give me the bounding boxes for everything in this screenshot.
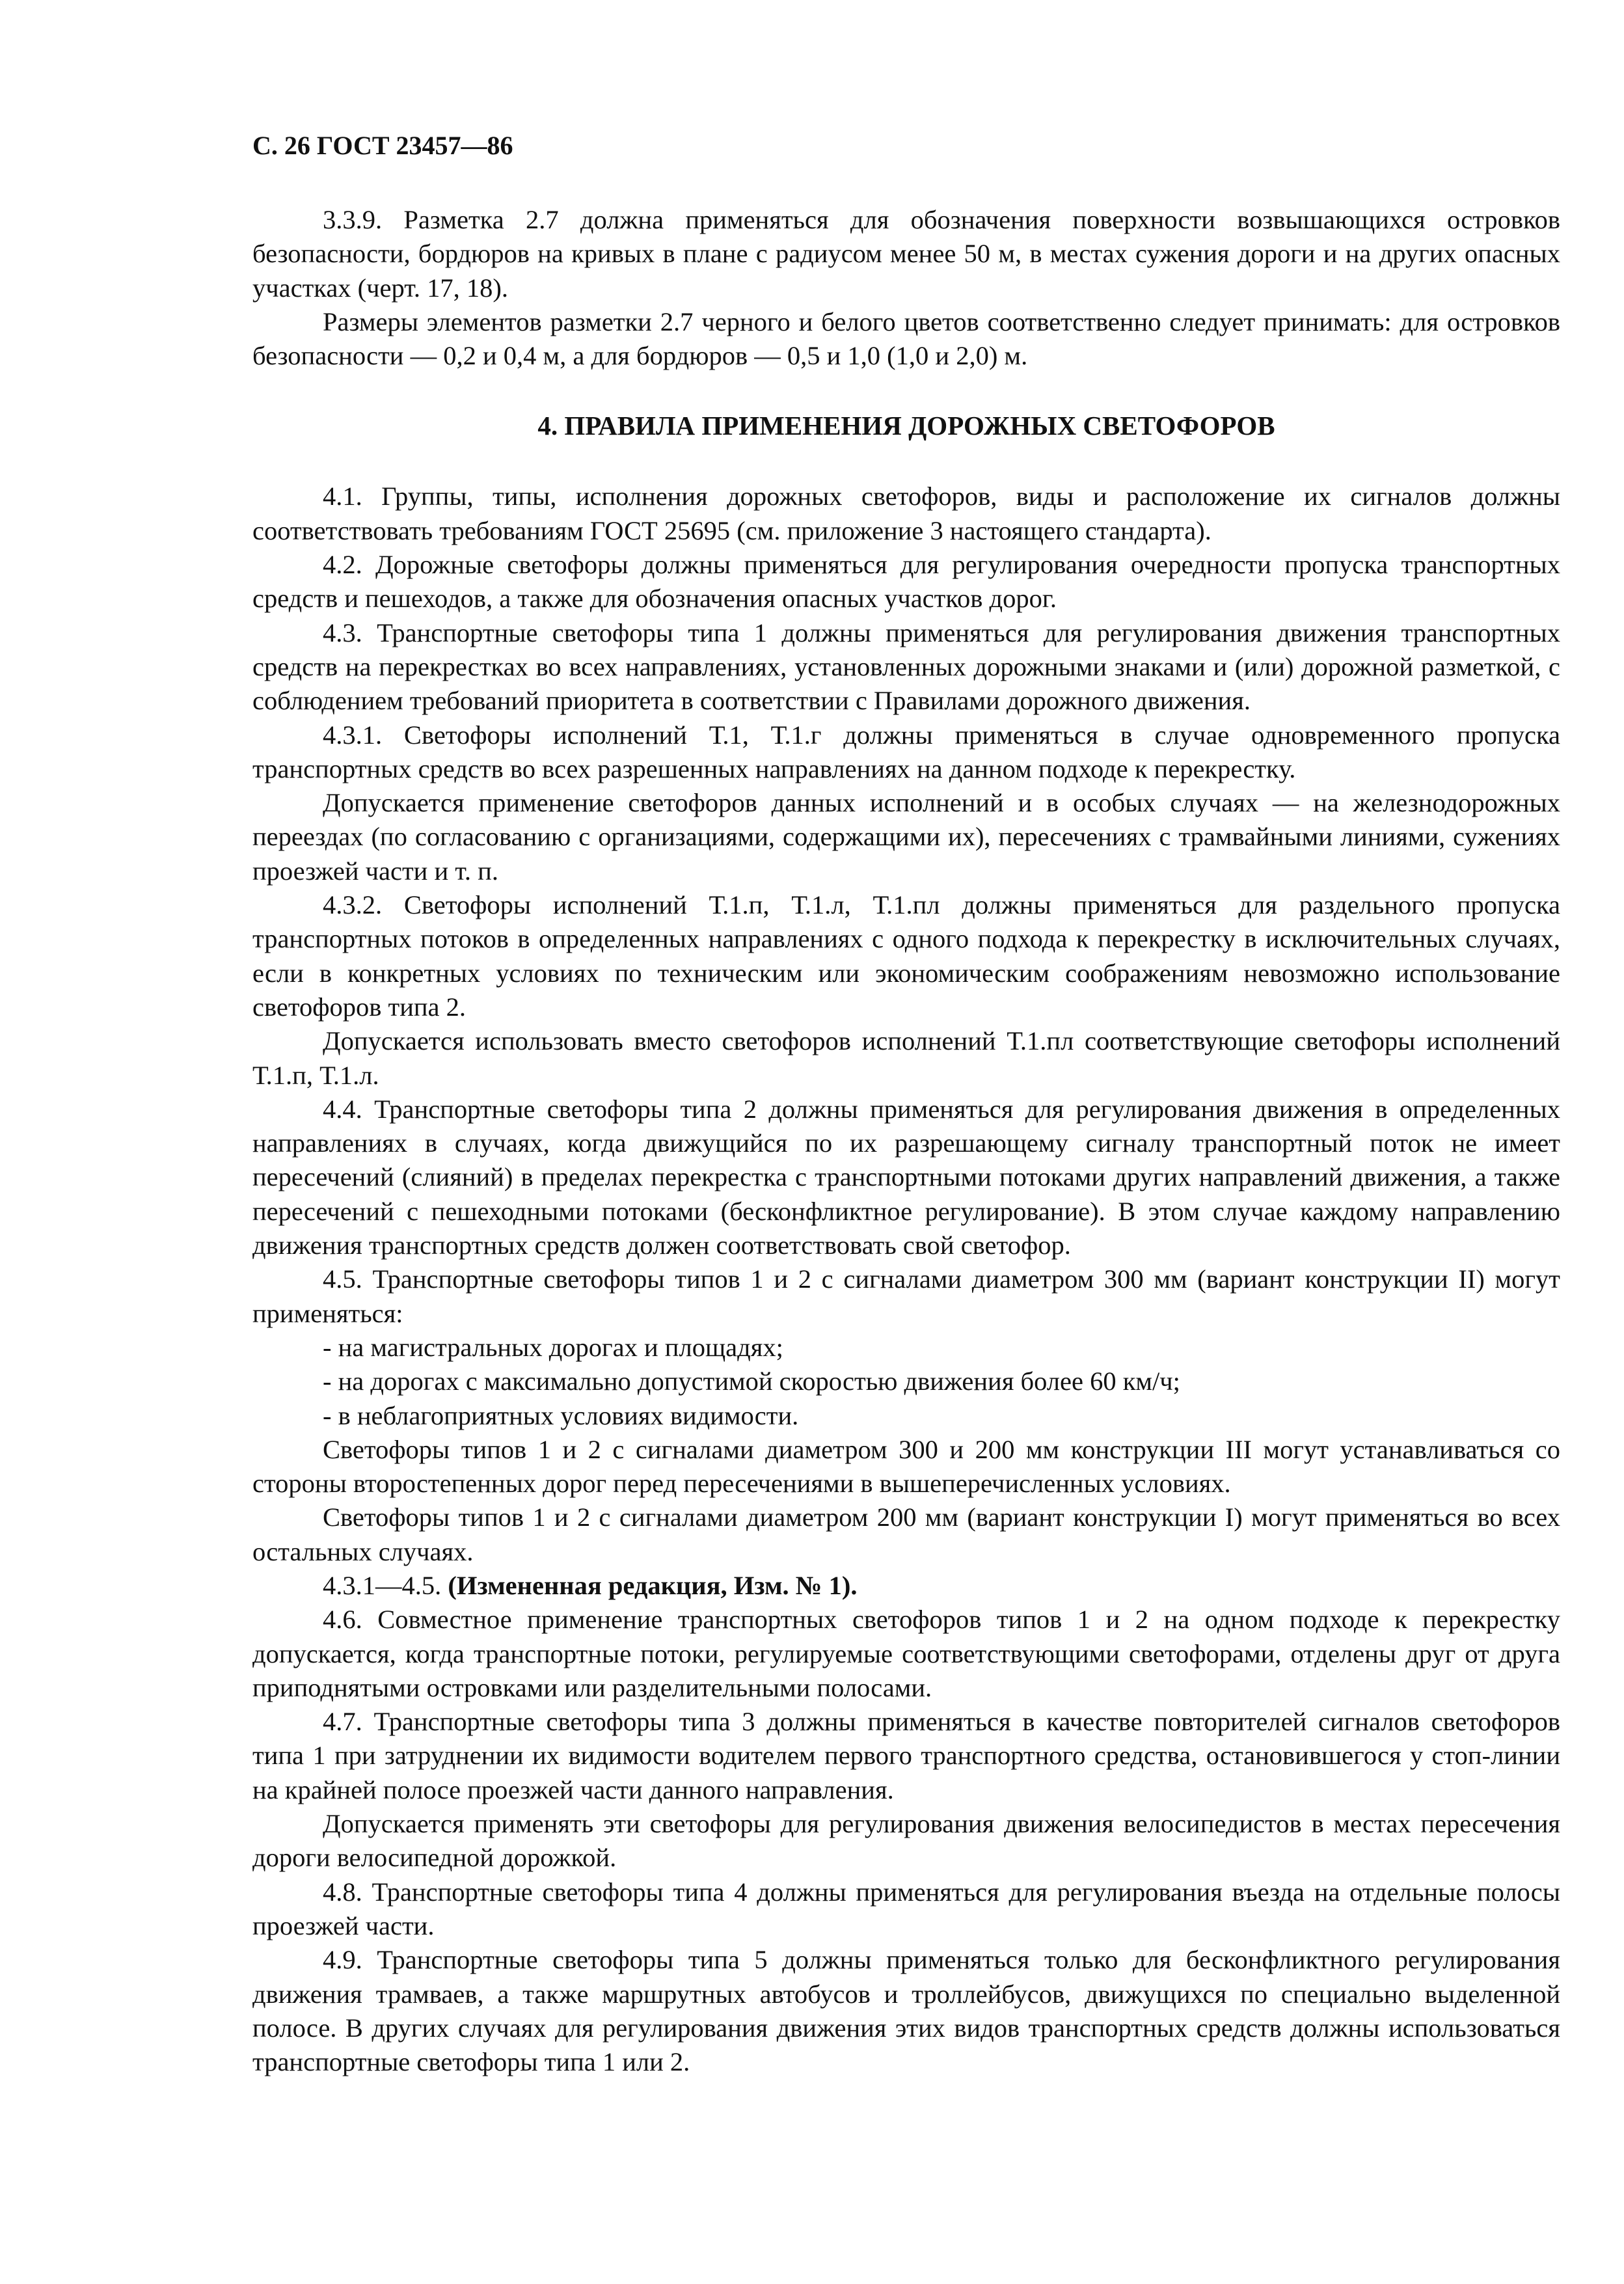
paragraph-4-1: 4.1. Группы, типы, исполнения дорожных светофоров, виды и расположение их сигналов должны соответствовать требованиям ГОСТ 25695 (см. приложение 3 настоящего стандарта). xyxy=(252,482,1560,545)
paragraph-4-4: 4.4. Транспортные светофоры типа 2 должны применяться для регулирования движения в определенных направлениях в случаях, когда движущийся по их разрешающему сигналу транспортный поток не имеет пересечений (слияний) в пределах перекрестка с транспортными потоками других направлений движения, а также пересечений с пешеходными потоками (бесконфликтное регулирование). В этом случае каждому направлению движения транспортных средств должен соответствовать свой светофор. xyxy=(252,1094,1560,1260)
paragraph-3-3-9: 3.3.9. Разметка 2.7 должна применяться для обозначения поверхности возвышающихся островков безопасности, бордюров на кривых в плане с радиусом менее 50 м, в местах сужения дороги и на других опасных участках (черт. 17, 18). xyxy=(252,205,1560,303)
list-item: - в неблагоприятных условиях видимости. xyxy=(323,1400,799,1430)
paragraph-4-7-note: Допускается применять эти светофоры для регулирования движения велосипедистов в местах пересечения дороги велосипедной дорожкой. xyxy=(252,1809,1560,1873)
paragraph-4-5-type3: Светофоры типов 1 и 2 с сигналами диаметром 300 и 200 мм конструкции III могут устанавливаться со стороны второстепенных дорог перед пересечениями в вышеперечисленных условиях. xyxy=(252,1434,1560,1499)
paragraph-4-6: 4.6. Совместное применение транспортных светофоров типов 1 и 2 на одном подходе к перекрестку допускается, когда транспортные потоки, регулируемые соответствующими светофорами, отделены друг от друга приподнятыми островками или разделительными полосами. xyxy=(252,1605,1560,1702)
amendment-bold: (Измененная редакция, Изм. № 1). xyxy=(448,1570,858,1600)
paragraph-4-3-2-note: Допускается использовать вместо светофоров исполнений Т.1.пл соответствующие светофоры исполнений Т.1.п, Т.1.л. xyxy=(252,1026,1560,1090)
paragraph-4-3-1-note: Допускается применение светофоров данных исполнений и в особых случаях — на железнодорожных переездах (по согласованию с организациями, содержащими их), пересечениях с трамвайными линиями, сужениях проезжей части и т. п. xyxy=(252,788,1560,886)
paragraph-4-5: 4.5. Транспортные светофоры типов 1 и 2 с сигналами диаметром 300 мм (вариант конструкции II) могут применяться: xyxy=(252,1264,1560,1328)
list-item: - на магистральных дорогах и площадях; xyxy=(323,1332,783,1362)
paragraph-4-8: 4.8. Транспортные светофоры типа 4 должны применяться для регулирования въезда на отдельные полосы проезжей части. xyxy=(252,1877,1560,1940)
section-title: 4. ПРАВИЛА ПРИМЕНЕНИЯ ДОРОЖНЫХ СВЕТОФОРОВ xyxy=(537,411,1275,441)
list-item: - на дорогах с максимально допустимой скоростью движения более 60 км/ч; xyxy=(323,1366,1180,1396)
paragraph-4-7: 4.7. Транспортные светофоры типа 3 должны применяться в качестве повторителей сигналов светофоров типа 1 при затруднении их видимости водителем первого транспортного средства, остановившегося у стоп-линии на крайней полосе проезжей части данного направления. xyxy=(252,1707,1560,1804)
paragraph-4-5-type1: Светофоры типов 1 и 2 с сигналами диаметром 200 мм (вариант конструкции I) могут применяться во всех остальных случаях. xyxy=(252,1502,1560,1566)
paragraph-4-2: 4.2. Дорожные светофоры должны применяться для регулирования очередности пропуска транспортных средств и пешеходов, а также для обозначения опасных участков дорог. xyxy=(252,550,1560,614)
paragraph-4-3: 4.3. Транспортные светофоры типа 1 должны применяться для регулирования движения транспортных средств на перекрестках во всех направлениях, установленных дорожными знаками и (или) дорожной разметкой, с соблюдением требований приоритета в соответствии с Правилами дорожного движения. xyxy=(252,618,1560,716)
amendment-prefix: 4.3.1—4.5. xyxy=(323,1570,448,1600)
paragraph-4-9: 4.9. Транспортные светофоры типа 5 должны применяться только для бесконфликтного регулирования движения трамваев, а также маршрутных автобусов и троллейбусов, движущихся по специально выделенной полосе. В других случаях для регулирования движения этих видов транспортных средств должны использоваться транспортные светофоры типа 1 или 2. xyxy=(252,1945,1560,2077)
paragraph-marking-sizes: Размеры элементов разметки 2.7 черного и белого цветов соответственно следует принимать: для островков безопасности — 0,2 и 0,4 м, а для бордюров — 0,5 и 1,0 (1,0 и 2,0) м. xyxy=(252,306,1560,371)
paragraph-4-3-2: 4.3.2. Светофоры исполнений Т.1.п, Т.1.л, Т.1.пл должны применяться для раздельного пропуска транспортных потоков в определенных направлениях с одного подхода к перекрестку в исключительных случаях, если в конкретных условиях по техническим или экономическим соображениям невозможно использование светофоров типа 2. xyxy=(252,890,1560,1022)
page-header: С. 26 ГОСТ 23457—86 xyxy=(252,131,513,160)
document-page xyxy=(252,130,1560,2079)
paragraph-4-3-1: 4.3.1. Светофоры исполнений Т.1, Т.1.г должны применяться в случае одновременного пропуска транспортных средств во всех разрешенных направлениях на данном подходе к перекрестку. xyxy=(252,720,1560,783)
amendment-note xyxy=(252,1569,1560,1603)
